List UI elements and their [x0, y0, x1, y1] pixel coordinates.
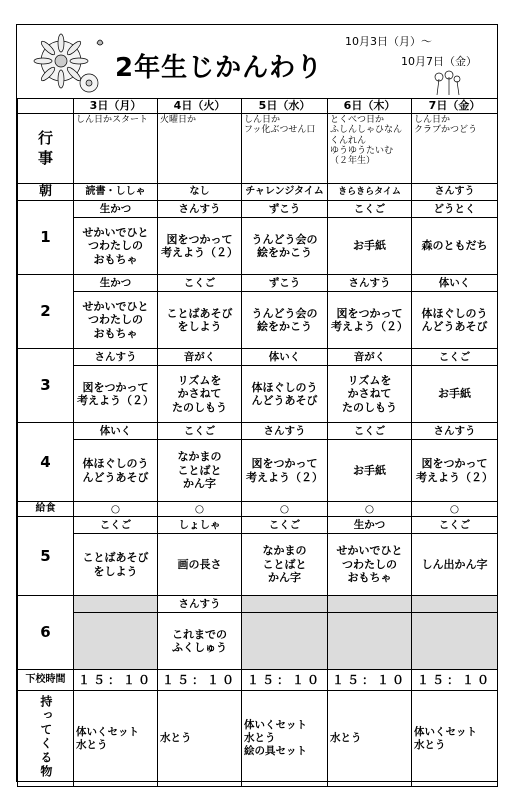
- subject-cell: どうとく: [412, 201, 498, 218]
- row-label-events: [18, 114, 74, 184]
- day-header: 7日（金）: [412, 99, 498, 114]
- chrysanthemum-icon: [23, 29, 107, 93]
- row-label-morning: 朝: [18, 184, 74, 201]
- lunch-cell: ○: [242, 502, 328, 517]
- dismissal-time: １５：１０: [74, 670, 158, 691]
- subject-cell: [242, 596, 328, 613]
- row-label-bring: [18, 691, 74, 787]
- page-title: 2年生じかんわり: [115, 53, 324, 83]
- period-p3: [18, 349, 498, 423]
- subject-cell: 生かつ: [74, 201, 158, 218]
- subject-row: [18, 349, 498, 366]
- row-label-bring-text: 持ってくる物: [38, 694, 53, 779]
- content-cell: せかいでひと つわたしの おもちゃ: [74, 218, 158, 275]
- bring-cell: 体いくセット 水とう: [74, 691, 158, 787]
- dandelion-icon: [429, 69, 469, 95]
- event-cell: とくべつ日か ふしんしゃひなん くんれん ゆうゆうたいむ （２年生）: [328, 114, 412, 184]
- period-p6: [18, 596, 498, 670]
- corner-cell: [18, 99, 74, 114]
- subject-cell: 体いく: [242, 349, 328, 366]
- date-start: 10月3日（月）～: [345, 35, 432, 48]
- content-row: [18, 292, 498, 349]
- content-cell: 体ほぐしのう んどうあそび: [74, 440, 158, 502]
- content-cell: [242, 613, 328, 670]
- period-p2: [18, 275, 498, 349]
- subject-cell: こくご: [242, 517, 328, 534]
- row-label-period: 2: [18, 275, 74, 349]
- content-cell: なかまの ことばと かん字: [158, 440, 242, 502]
- content-cell: リズムを かさねて たのしもう: [158, 366, 242, 423]
- subject-cell: ずこう: [242, 275, 328, 292]
- content-cell: これまでの ふくしゅう: [158, 613, 242, 670]
- subject-cell: こくご: [158, 275, 242, 292]
- content-cell: リズムを かさねて たのしもう: [328, 366, 412, 423]
- subject-cell: さんすう: [158, 201, 242, 218]
- row-label-period: 5: [18, 517, 74, 596]
- subject-cell: こくご: [74, 517, 158, 534]
- content-cell: うんどう会の 絵をかこう: [242, 218, 328, 275]
- event-cell: しん日か フッ化ぶつせん口: [242, 114, 328, 184]
- dismissal-time: １５：１０: [158, 670, 242, 691]
- bring-cell: 体いくセット 水とう 絵の具セット: [242, 691, 328, 787]
- row-label-period: 6: [18, 596, 74, 670]
- morning-cell: チャレンジタイム: [242, 184, 328, 201]
- day-header: 4日（火）: [158, 99, 242, 114]
- content-cell: 図をつかって 考えよう（２）: [74, 366, 158, 423]
- dismissal-time: １５：１０: [328, 670, 412, 691]
- lunch-cell: ○: [158, 502, 242, 517]
- subject-cell: さんすう: [242, 423, 328, 440]
- row-label-events-text: 行 事: [37, 129, 53, 167]
- content-cell: せかいでひと つわたしの おもちゃ: [74, 292, 158, 349]
- subject-cell: さんすう: [412, 423, 498, 440]
- subject-row: [18, 423, 498, 440]
- day-header: 3日（月）: [74, 99, 158, 114]
- timetable-sheet: [16, 24, 498, 782]
- subject-cell: さんすう: [74, 349, 158, 366]
- content-cell: [328, 613, 412, 670]
- content-cell: 体ほぐしのう んどうあそび: [412, 292, 498, 349]
- lunch-cell: ○: [328, 502, 412, 517]
- subject-cell: [412, 596, 498, 613]
- subject-cell: こくご: [158, 423, 242, 440]
- event-cell: しん日かスタート: [74, 114, 158, 184]
- subject-cell: 音がく: [328, 349, 412, 366]
- content-cell: しん出かん字: [412, 534, 498, 596]
- content-cell: なかまの ことばと かん字: [242, 534, 328, 596]
- content-cell: ことばあそび をしよう: [74, 534, 158, 596]
- subject-cell: こくご: [328, 423, 412, 440]
- subject-cell: さんすう: [158, 596, 242, 613]
- subject-cell: 体いく: [74, 423, 158, 440]
- content-cell: [412, 613, 498, 670]
- dismissal-time: １５：１０: [412, 670, 498, 691]
- content-cell: お手紙: [328, 218, 412, 275]
- content-cell: 図をつかって 考えよう（２）: [242, 440, 328, 502]
- header: [17, 25, 497, 98]
- bring-cell: 水とう: [158, 691, 242, 787]
- subject-cell: こくご: [412, 349, 498, 366]
- subject-cell: 体いく: [412, 275, 498, 292]
- subject-row: [18, 201, 498, 218]
- content-row: [18, 613, 498, 670]
- subject-cell: 生かつ: [74, 275, 158, 292]
- event-cell: 火曜日か: [158, 114, 242, 184]
- content-cell: 森のともだち: [412, 218, 498, 275]
- subject-row: [18, 596, 498, 613]
- event-cell: しん日か クラブかつどう: [412, 114, 498, 184]
- row-label-period: 1: [18, 201, 74, 275]
- period-p1: [18, 201, 498, 275]
- content-cell: ことばあそび をしよう: [158, 292, 242, 349]
- content-cell: 画の長さ: [158, 534, 242, 596]
- content-cell: お手紙: [412, 366, 498, 423]
- lunch-row: [18, 502, 498, 517]
- subject-row: [18, 517, 498, 534]
- content-cell: [74, 613, 158, 670]
- period-p5: [18, 517, 498, 596]
- content-cell: 図をつかって 考えよう（２）: [328, 292, 412, 349]
- bring-cell: 水とう: [328, 691, 412, 787]
- subject-cell: 音がく: [158, 349, 242, 366]
- morning-cell: なし: [158, 184, 242, 201]
- content-row: [18, 366, 498, 423]
- content-row: [18, 218, 498, 275]
- subject-cell: さんすう: [328, 275, 412, 292]
- row-label-period: 4: [18, 423, 74, 502]
- events-row: [18, 114, 498, 184]
- subject-row: [18, 275, 498, 292]
- content-cell: 体ほぐしのう んどうあそび: [242, 366, 328, 423]
- bring-cell: 体いくセット 水とう: [412, 691, 498, 787]
- period-p4: [18, 423, 498, 502]
- subject-cell: こくご: [328, 201, 412, 218]
- dismissal-time: １５：１０: [242, 670, 328, 691]
- subject-cell: [328, 596, 412, 613]
- timetable: [17, 98, 498, 787]
- subject-cell: しょしゃ: [158, 517, 242, 534]
- dismissal-row: [18, 670, 498, 691]
- content-cell: お手紙: [328, 440, 412, 502]
- subject-cell: [74, 596, 158, 613]
- content-row: [18, 534, 498, 596]
- morning-cell: さんすう: [412, 184, 498, 201]
- content-cell: 図をつかって 考えよう（２）: [412, 440, 498, 502]
- day-header: 5日（水）: [242, 99, 328, 114]
- bring-row: [18, 691, 498, 787]
- subject-cell: 生かつ: [328, 517, 412, 534]
- content-cell: 図をつかって 考えよう（２）: [158, 218, 242, 275]
- day-header-row: [18, 99, 498, 114]
- subject-cell: ずこう: [242, 201, 328, 218]
- date-end: 10月7日（金）: [401, 55, 477, 68]
- morning-cell: 読書・ししゃ: [74, 184, 158, 201]
- subject-cell: こくご: [412, 517, 498, 534]
- lunch-cell: ○: [74, 502, 158, 517]
- content-cell: せかいでひと つわたしの おもちゃ: [328, 534, 412, 596]
- morning-row: [18, 184, 498, 201]
- row-label-lunch: 給食: [18, 502, 74, 517]
- row-label-period: 3: [18, 349, 74, 423]
- content-row: [18, 440, 498, 502]
- lunch-cell: ○: [412, 502, 498, 517]
- morning-cell: きらきらタイム: [328, 184, 412, 201]
- row-label-dismissal: 下校時間: [18, 670, 74, 691]
- day-header: 6日（木）: [328, 99, 412, 114]
- content-cell: うんどう会の 絵をかこう: [242, 292, 328, 349]
